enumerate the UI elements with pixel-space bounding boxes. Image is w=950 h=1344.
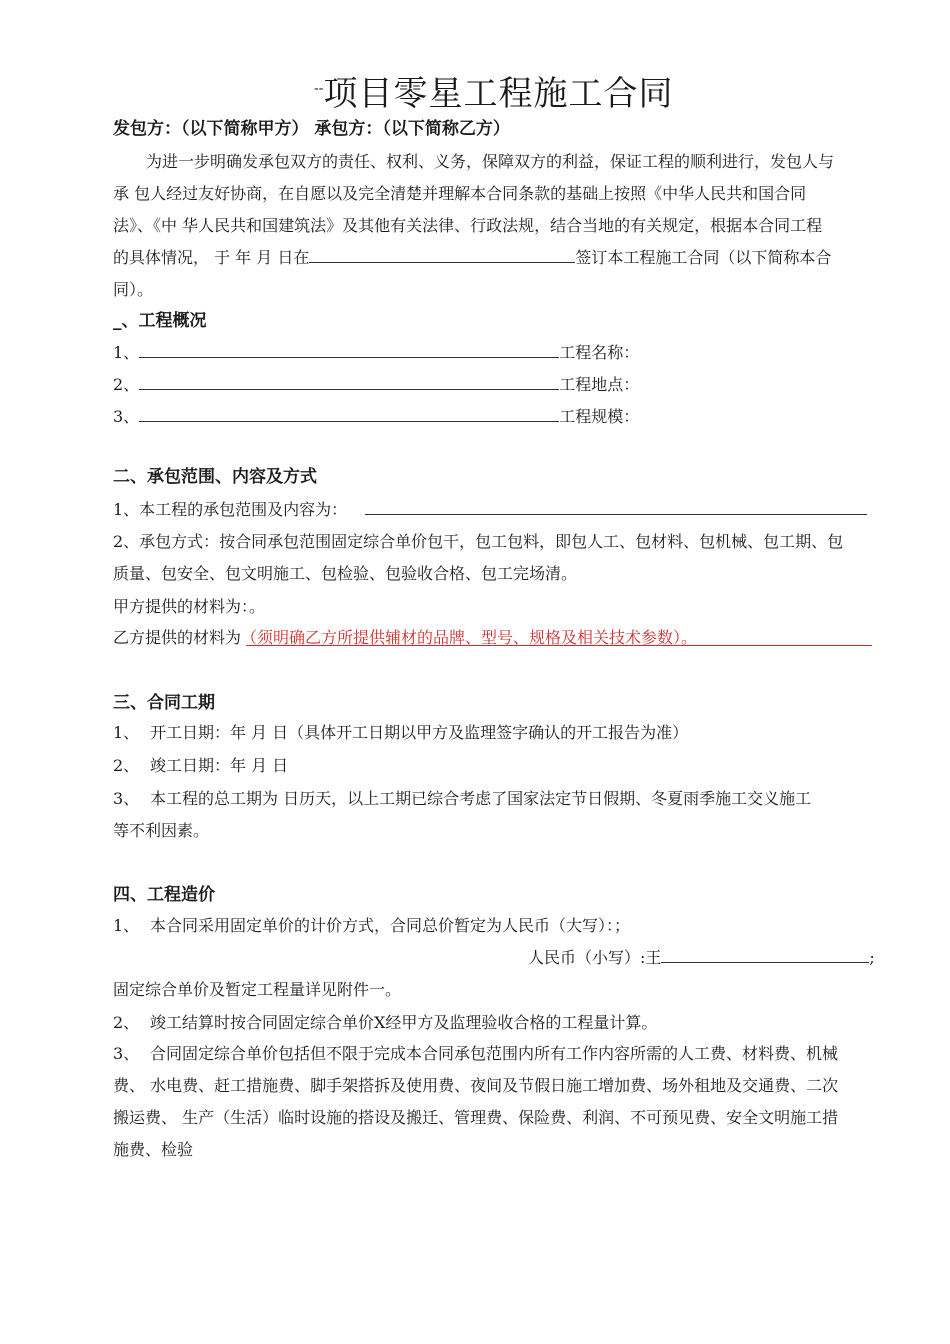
preamble-line-3: 法》、《中 华人民共和国建筑法》及其他有关法律、行政法规，结合当地的有关规定，根据本合同工程 <box>113 216 823 235</box>
project-scale-blank <box>139 407 559 422</box>
settlement-num: 2、 <box>113 1013 140 1032</box>
party-b-materials-note: （须明确乙方所提供辅材的品牌、型号、规格及相关技术参数）。 <box>241 628 698 647</box>
unit-price-includes-line-4: 施费、检验 <box>113 1140 194 1159</box>
project-name-blank <box>139 343 559 358</box>
title-text: 项目零星工程施工合同 <box>323 74 674 114</box>
price-num: 1、 <box>113 916 140 935</box>
item-number: 1、 <box>113 343 140 362</box>
scope-blank <box>365 500 867 515</box>
duration-text-cont: 等不利因素。 <box>113 821 210 840</box>
section-4-heading: 四、工程造价 <box>113 885 215 905</box>
section-1-heading: _、工程概况 <box>113 311 207 331</box>
project-name-label: 工程名称： <box>559 343 640 362</box>
item-number: 3、 <box>113 407 140 426</box>
end-date-text: 竣工日期：年 月 日 <box>150 756 289 775</box>
project-location-row <box>113 375 639 395</box>
preamble-line-2: 承 包人经过友好协商，在自愿以及完全清楚并理解本合同条款的基础上按照《中华人民共和国合同 <box>113 184 807 203</box>
party-b-materials-label: 乙方提供的材料为 <box>113 628 242 647</box>
document-title <box>314 66 673 115</box>
start-date-text: 开工日期：年 月 日（具体开工日期以甲方及监理签字确认的开工报告为准） <box>150 723 689 742</box>
unit-price-includes-line-2: 费、 水电费、赶工措施费、脚手架搭拆及使用费、夜间及节假日施工增加费、场外租地及交通费、二次 <box>113 1076 839 1095</box>
rmb-lowercase-blank <box>661 948 869 963</box>
scope-label: 1、本工程的承包范围及内容为： <box>113 500 348 519</box>
project-location-label: 工程地点： <box>559 375 640 394</box>
contract-method-line-2: 质量、包安全、包文明施工、包检验、包验收合格、包工完场清。 <box>113 564 578 583</box>
semicolon: ; <box>869 948 875 967</box>
parties-line: 发包方：（以下简称甲方） 承包方：（以下简称乙方） <box>113 119 510 139</box>
preamble-line-4 <box>113 248 831 268</box>
item-number: 2、 <box>113 375 140 394</box>
duration-num: 3、 <box>113 789 140 808</box>
contract-method-line-1: 2、承包方式：按合同承包范围固定综合单价包干，包工包料，即包人工、包材料、包机械、包工期、包 <box>113 532 844 551</box>
unit-price-attachment: 固定综合单价及暂定工程量详见附件一。 <box>113 980 402 999</box>
start-date-num: 1、 <box>113 723 140 742</box>
section-3-heading: 三、合同工期 <box>113 693 215 713</box>
preamble-line-5: 同）。 <box>113 280 154 299</box>
unit-price-includes-num: 3、 <box>113 1044 140 1063</box>
total-price-uppercase: 本合同采用固定单价的计价方式，合同总价暂定为人民币（大写）：； <box>150 916 631 935</box>
end-date-num: 2、 <box>113 756 140 775</box>
preamble-line-1: 为进一步明确发承包双方的责任、权利、义务，保障双方的利益，保证工程的顺利进行，发包人与 <box>146 152 835 171</box>
signing-place-blank <box>309 248 575 263</box>
unit-price-includes-line-1: 合同固定综合单价包括但不限于完成本合同承包范围内所有工作内容所需的人工费、材料费、机械 <box>150 1044 839 1063</box>
title-prefix: -- <box>314 80 324 97</box>
preamble-line-4-end: 签订本工程施工合同（以下简称本合 <box>575 248 832 267</box>
settlement-text: 竣工结算时按合同固定综合单价X经甲方及监理验收合格的工程量计算。 <box>150 1013 658 1032</box>
unit-price-includes-line-3: 搬运费、 生产（生活）临时设施的搭设及搬迁、管理费、保险费、利润、不可预见费、安全文明施工措 <box>113 1108 839 1127</box>
scope-line <box>113 500 867 520</box>
total-price-lowercase <box>528 948 875 968</box>
section-2-heading: 二、承包范围、内容及方式 <box>113 467 317 487</box>
duration-text: 本工程的总工期为 日历天，以上工期已综合考虑了国家法定节日假期、冬夏雨季施工交义施工 <box>150 789 812 808</box>
project-name-row <box>113 343 639 363</box>
project-scale-label: 工程规模： <box>559 407 640 426</box>
rmb-lowercase-label: 人民币（小写）:王 <box>528 948 662 967</box>
preamble-line-4-start: 的具体情况， 于 年 月 日在 <box>113 248 310 267</box>
party-a-materials: 甲方提供的材料为：。 <box>113 597 266 616</box>
project-location-blank <box>139 375 559 390</box>
project-scale-row <box>113 407 639 427</box>
party-b-materials-underline <box>246 645 872 646</box>
